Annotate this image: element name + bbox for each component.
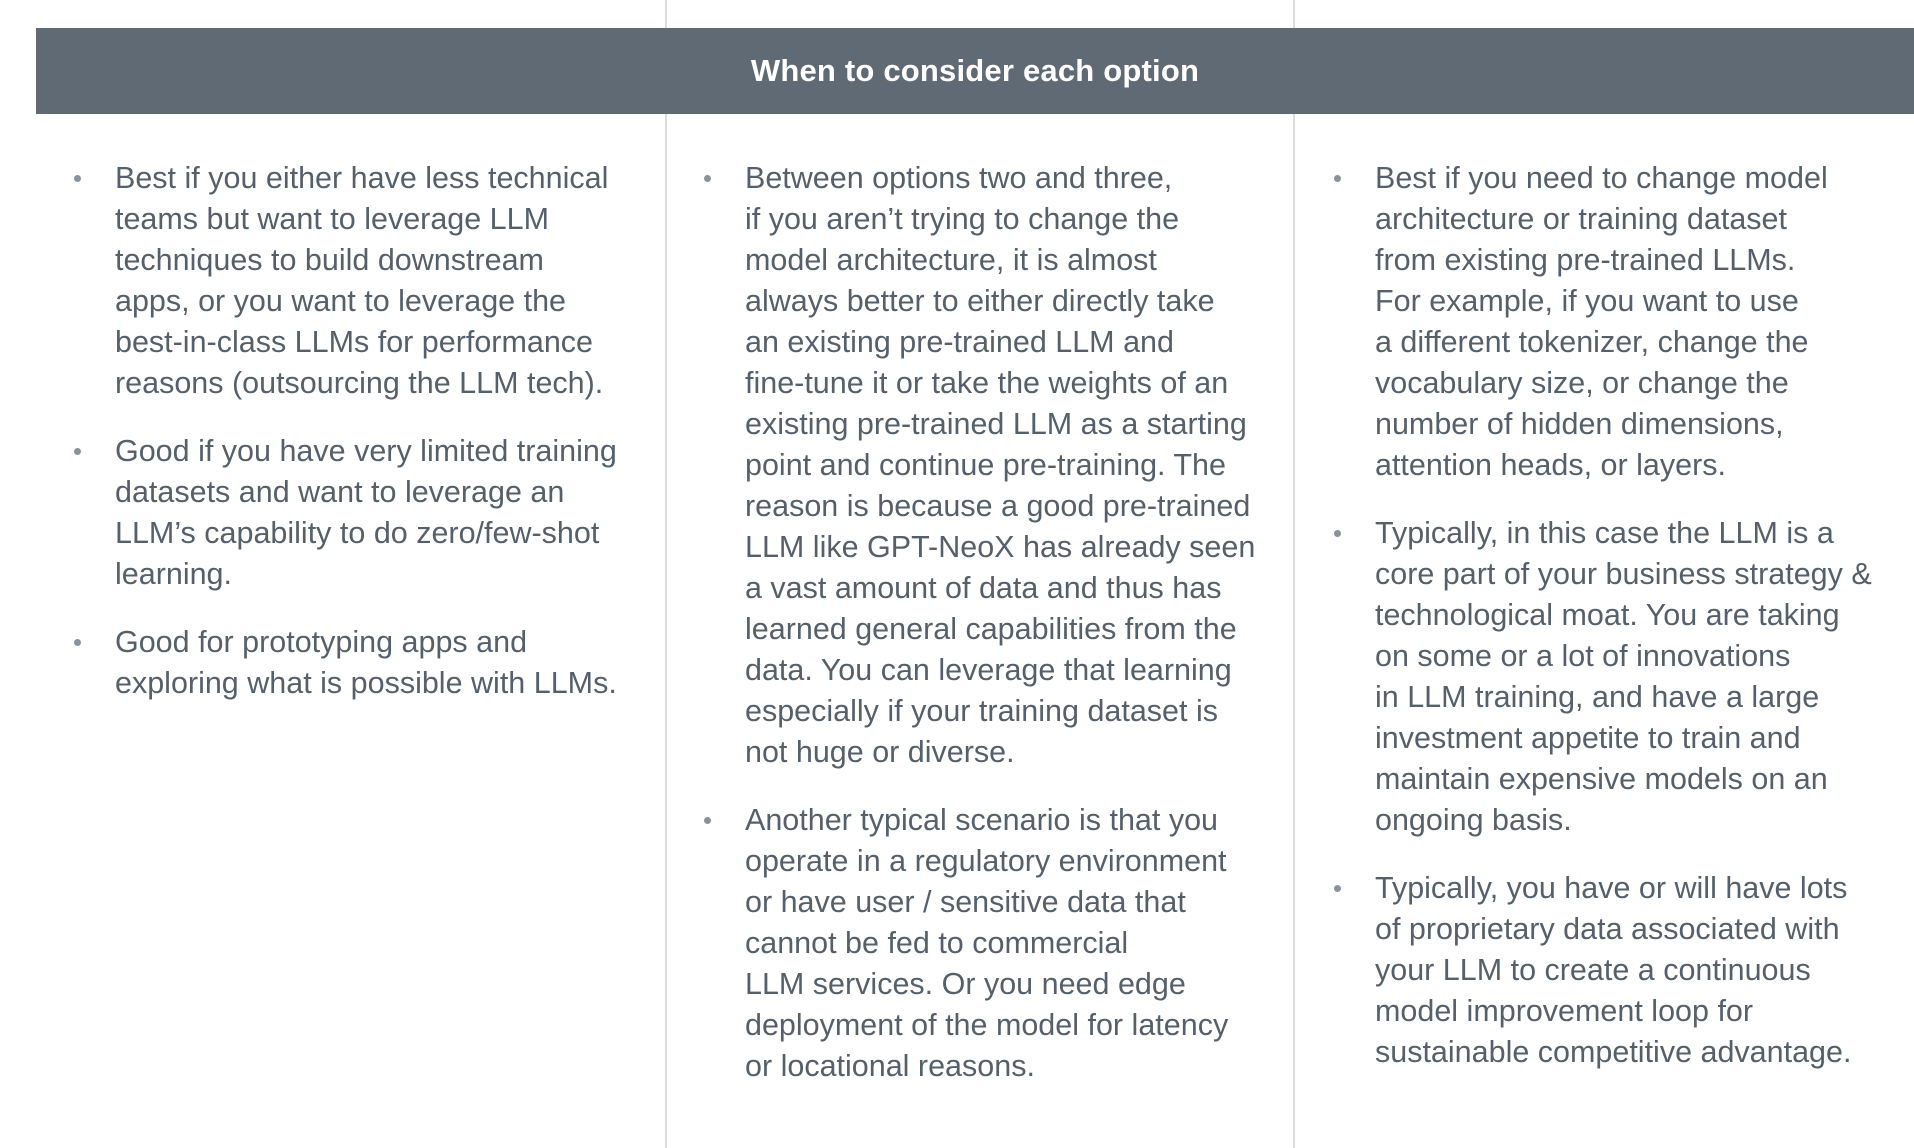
list-item (1322, 513, 1912, 841)
column-option-3 (1322, 158, 1912, 1100)
bullet-icon (74, 175, 81, 182)
bullet-icon (1334, 175, 1341, 182)
list-item-text: Typically, in this case the LLM is a core part of your business strategy & technological moat. You are taking on some or a lot of innovations in LLM training, and have a large investment appetite to train and maintain expensive models on an ongoing basis. (1375, 516, 1872, 837)
list-item (62, 622, 652, 704)
list-item-text: Best if you need to change model architecture or training dataset from existing pre-trained LLMs. For example, if you want to use a different tokenizer, change the vocabulary size, or change the number of hidden dimensions, attention heads, or layers. (1375, 161, 1828, 482)
column-divider-2 (1293, 0, 1295, 1148)
bullet-list (62, 158, 652, 704)
bullet-icon (704, 175, 711, 182)
bullet-icon (1334, 530, 1341, 537)
list-item (1322, 158, 1912, 486)
header-bar (36, 28, 1914, 114)
list-item-text: Best if you either have less technical teams but want to leverage LLM techniques to build downstream apps, or you want to leverage the best-in-class LLMs for performance reasons (outsourcing the LLM tech). (115, 161, 609, 400)
list-item (692, 158, 1282, 773)
bullet-list (692, 158, 1282, 1087)
bullet-list (1322, 158, 1912, 1073)
list-item-text: Another typical scenario is that you operate in a regulatory environment or have user / sensitive data that cannot be fed to commercial LLM services. Or you need edge deployment of the model for latency or locational reasons. (745, 803, 1229, 1083)
list-item (1322, 868, 1912, 1073)
list-item-text: Good if you have very limited training datasets and want to leverage an LLM’s capability to do zero/few-shot learning. (115, 434, 617, 591)
column-option-1 (62, 158, 652, 731)
bullet-icon (74, 639, 81, 646)
list-item-text: Typically, you have or will have lots of proprietary data associated with your LLM to create a continuous model improvement loop for sustainable competitive advantage. (1375, 871, 1852, 1069)
list-item-text: Between options two and three, if you aren’t trying to change the model architecture, it is almost always better to either directly take an existing pre-trained LLM and fine-tune it or take the weights of an existing pre-trained LLM as a starting point and continue pre-training. The reason is because a good pre-trained LLM like GPT-NeoX has already seen a vast amount of data and thus has learned general capabilities from the data. You can leverage that learning especially if your training dataset is not huge or diverse. (745, 161, 1256, 769)
bullet-icon (1334, 885, 1341, 892)
header-title: When to consider each option (750, 53, 1200, 88)
bullet-icon (704, 817, 711, 824)
column-option-2 (692, 158, 1282, 1114)
list-item-text: Good for prototyping apps and exploring what is possible with LLMs. (115, 625, 617, 700)
list-item (62, 158, 652, 404)
column-divider-1 (665, 0, 667, 1148)
list-item (692, 800, 1282, 1087)
list-item (62, 431, 652, 595)
bullet-icon (74, 448, 81, 455)
